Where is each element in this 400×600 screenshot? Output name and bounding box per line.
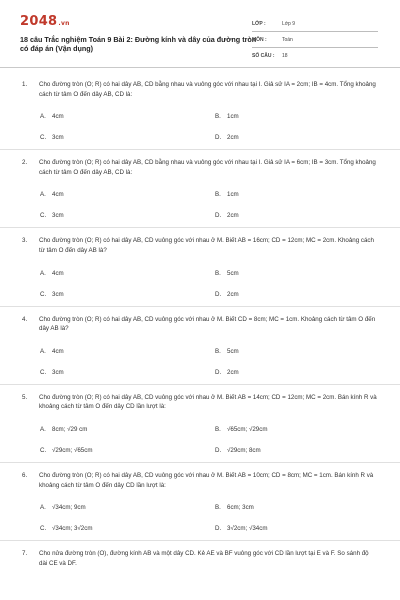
answer-option-a[interactable] <box>40 113 215 120</box>
answer-option-b[interactable] <box>215 426 390 433</box>
answer-letter: B. <box>215 113 221 121</box>
answer-option-b[interactable] <box>215 191 390 198</box>
meta-label: SỐ CÂU : <box>252 53 275 59</box>
answer-text: 3cm <box>52 290 64 298</box>
document-meta <box>252 16 378 64</box>
answer-letter: D. <box>215 525 222 533</box>
answer-text: 3cm <box>52 212 64 220</box>
meta-label: LỚP : <box>252 20 266 27</box>
answer-text: 2cm <box>227 134 239 142</box>
site-logo[interactable] <box>20 14 70 29</box>
answer-options <box>22 348 378 376</box>
question-text: Cho nửa đường tròn (O), đường kính AB và một dây CD. Kẻ AE và BF vuông góc với CD lần lượt tại E và F. So sánh độ dài CE và DF. <box>39 550 369 567</box>
answer-letter: A. <box>40 426 46 434</box>
answer-option-c[interactable] <box>40 525 215 532</box>
meta-label: MÔN : <box>252 36 267 43</box>
answer-letter: B. <box>215 269 221 277</box>
answer-option-a[interactable] <box>40 504 215 511</box>
question-item <box>0 236 400 306</box>
question-number: 2. <box>22 159 28 167</box>
meta-row-count <box>252 48 378 64</box>
answer-option-a[interactable] <box>40 426 215 433</box>
answer-text: √29cm; 8cm <box>227 447 261 455</box>
answer-letter: C. <box>40 368 47 376</box>
answer-option-a[interactable] <box>40 348 215 355</box>
answer-option-d[interactable] <box>215 525 390 532</box>
answer-text: 2cm <box>227 368 239 376</box>
answer-letter: A. <box>40 504 46 512</box>
meta-row-subject <box>252 32 378 48</box>
answer-letter: C. <box>40 525 47 533</box>
answer-letter: B. <box>215 426 221 434</box>
question-list <box>0 80 400 585</box>
answer-option-c[interactable] <box>40 369 215 376</box>
question-item <box>0 549 400 576</box>
answer-text: 4cm <box>52 269 64 277</box>
answer-letter: A. <box>40 269 46 277</box>
answer-letter: A. <box>40 113 46 121</box>
meta-value: 18 <box>282 53 288 59</box>
answer-option-d[interactable] <box>215 134 390 141</box>
answer-text: √65cm; √29cm <box>227 426 268 434</box>
answer-letter: B. <box>215 504 221 512</box>
answer-option-c[interactable] <box>40 212 215 219</box>
question-item <box>0 315 400 385</box>
answer-option-b[interactable] <box>215 270 390 277</box>
page-title: 18 câu Trắc nghiệm Toán 9 Bài 2: Đường kính và dây của đường tròn có đáp án (Vận dụng) <box>20 35 257 54</box>
answer-option-b[interactable] <box>215 504 390 511</box>
answer-option-a[interactable] <box>40 191 215 198</box>
answer-text: √34cm; 9cm <box>52 504 86 512</box>
question-text: Cho đường tròn (O; R) có hai dây AB, CD bằng nhau và vuông góc với nhau tại I. Giả sử IA = 6cm; IB = 3cm. Tổng khoảng cách từ tâm O đến dây AB, CD là: <box>39 159 376 176</box>
answer-options <box>22 426 378 454</box>
answer-letter: A. <box>40 347 46 355</box>
meta-row-class <box>252 16 378 32</box>
answer-text: 6cm; 3cm <box>227 504 254 512</box>
question-number: 3. <box>22 237 28 245</box>
answer-text: 5cm <box>227 269 239 277</box>
question-text: Cho đường tròn (O; R) có hai dây AB, CD bằng nhau và vuông góc với nhau tại I. Giả sử IA = 2cm; IB = 4cm. Tổng khoảng cách từ tâm O đến dây AB, CD là: <box>39 81 376 98</box>
answer-letter: D. <box>215 447 222 455</box>
answer-option-b[interactable] <box>215 348 390 355</box>
answer-text: 4cm <box>52 347 64 355</box>
answer-option-c[interactable] <box>40 291 215 298</box>
question-number: 6. <box>22 472 28 480</box>
question-number: 4. <box>22 315 28 323</box>
logo-text: 2048 <box>20 14 58 29</box>
answer-letter: C. <box>40 212 47 220</box>
answer-text: 3√2cm; √34cm <box>227 525 268 533</box>
answer-text: 5cm <box>227 347 239 355</box>
answer-option-d[interactable] <box>215 369 390 376</box>
question-number: 1. <box>22 81 28 88</box>
answer-text: 2cm <box>227 212 239 220</box>
answer-text: 2cm <box>227 290 239 298</box>
answer-letter: C. <box>40 290 47 298</box>
question-item <box>0 158 400 228</box>
question-text: Cho đường tròn (O; R) có hai dây AB, CD vuông góc với nhau ở M. Biết AB = 14cm; CD = 12cm; MC = 2cm. Bán kính R và khoảng cách từ tâm O đến dây CD lần lượt là: <box>39 393 377 411</box>
answer-letter: D. <box>215 134 222 142</box>
answer-option-d[interactable] <box>215 212 390 219</box>
answer-text: 3cm <box>52 368 64 376</box>
answer-option-d[interactable] <box>215 291 390 298</box>
question-number: 5. <box>22 393 28 401</box>
question-text: Cho đường tròn (O; R) có hai dây AB, CD vuông góc với nhau ở M. Biết CD = 8cm; MC = 1cm. Khoảng cách từ tâm O đến dây AB là? <box>39 315 376 333</box>
answer-text: 1cm <box>227 191 239 199</box>
answer-letter: A. <box>40 191 46 199</box>
logo-suffix: .vn <box>58 20 70 27</box>
answer-option-d[interactable] <box>215 447 390 454</box>
answer-text: 4cm <box>52 113 64 121</box>
question-number: 7. <box>22 550 28 558</box>
answer-letter: B. <box>215 191 221 199</box>
question-text: Cho đường tròn (O; R) có hai dây AB, CD vuông góc với nhau ở M. Biết AB = 16cm; CD = 12cm; MC = 2cm. Khoảng cách từ tâm O đến dây AB là? <box>39 237 374 255</box>
answer-letter: D. <box>215 290 222 298</box>
answer-options <box>22 270 378 298</box>
answer-letter: D. <box>215 368 222 376</box>
answer-option-c[interactable] <box>40 447 215 454</box>
meta-value: Toán <box>282 36 293 43</box>
answer-option-c[interactable] <box>40 134 215 141</box>
answer-text: 1cm <box>227 113 239 121</box>
meta-value: Lớp 9 <box>282 20 296 27</box>
question-item <box>0 80 400 150</box>
answer-option-b[interactable] <box>215 113 390 120</box>
page-header <box>0 0 400 68</box>
question-item <box>0 393 400 463</box>
question-item <box>0 471 400 541</box>
answer-options <box>22 504 378 532</box>
answer-text: √29cm; √65cm <box>52 447 93 455</box>
answer-option-a[interactable] <box>40 270 215 277</box>
answer-letter: B. <box>215 347 221 355</box>
answer-options <box>22 191 378 219</box>
answer-text: 4cm <box>52 191 64 199</box>
answer-options <box>22 113 378 141</box>
answer-text: √34cm; 3√2cm <box>52 525 93 533</box>
answer-text: 8cm; √29 cm <box>52 426 88 434</box>
answer-text: 3cm <box>52 134 64 142</box>
question-text: Cho đường tròn (O; R) có hai dây AB, CD vuông góc với nhau ở M. Biết AB = 10cm; CD = 8cm; MC = 1cm. Bán kính R và khoảng cách từ tâm O đến dây CD lần lượt là: <box>39 472 374 489</box>
answer-letter: D. <box>215 212 222 220</box>
answer-letter: C. <box>40 447 47 455</box>
answer-letter: C. <box>40 134 47 142</box>
